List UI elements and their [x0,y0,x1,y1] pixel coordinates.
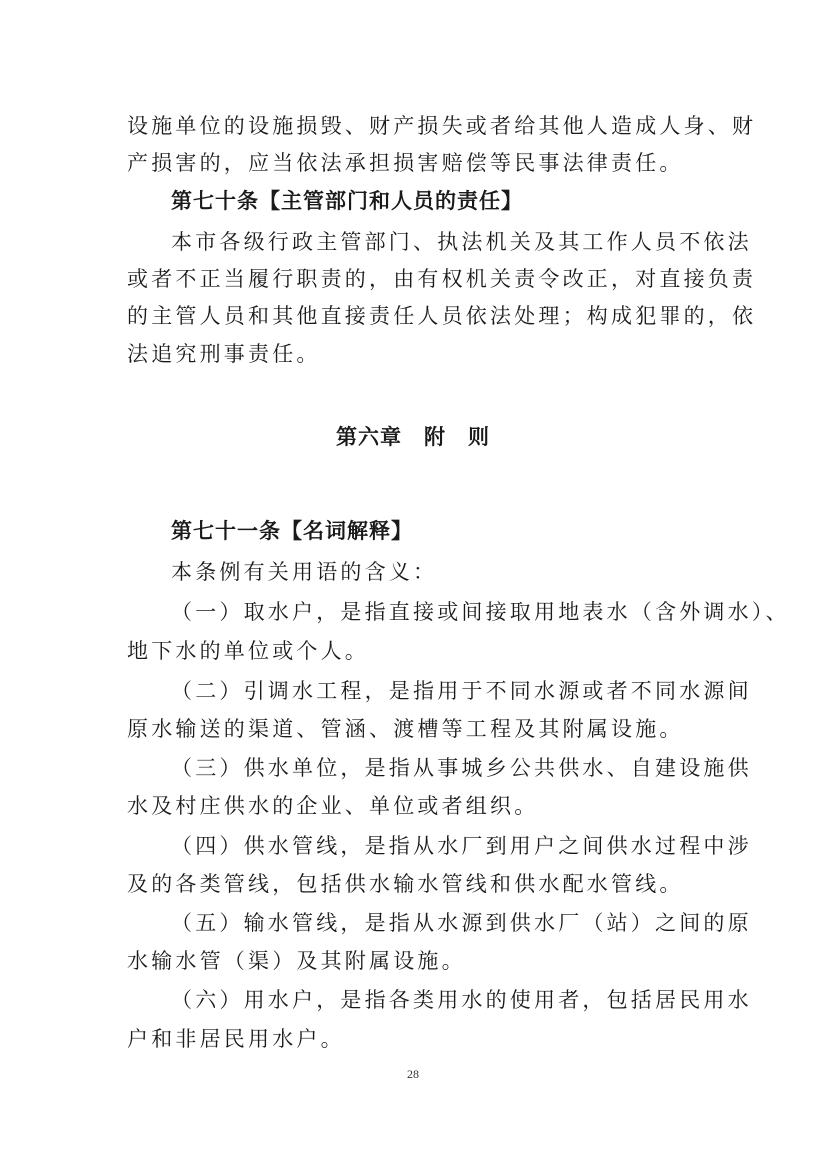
text-line: （一）取水户，是指直接或间接取用地表水（含外调水）、 [171,600,790,624]
text-line: 或者不正当履行职责的，由有权机关责令改正，对直接负责 [127,267,757,291]
text-line: （三）供水单位，是指从事城乡公共供水、自建设施供 [171,756,752,780]
text-line: 的主管人员和其他直接责任人员依法处理；构成犯罪的，依 [127,304,757,328]
article-70-heading: 第七十条【主管部门和人员的责任】 [171,189,523,213]
chapter-heading: 第六章 附 则 [336,425,490,449]
text-line: （五）输水管线，是指从水源到供水厂（站）之间的原 [171,911,752,935]
text-line: 原水输送的渠道、管涵、渡槽等工程及其附属设施。 [127,717,684,741]
text-line: （二）引调水工程，是指用于不同水源或者不同水源间 [171,679,752,703]
text-line: 本条例有关用语的含义： [171,560,438,584]
text-line: 设施单位的设施损毁、财产损失或者给其他人造成人身、财 [127,114,757,138]
text-line: 本市各级行政主管部门、执法机关及其工作人员不依法 [171,230,752,254]
text-line: 水输水管（渠）及其附属设施。 [127,949,466,973]
page-number: 28 [407,1067,419,1081]
text-line: （四）供水管线，是指从水厂到用户之间供水过程中涉 [171,834,752,858]
text-line: 水及村庄供水的企业、单位或者组织。 [127,794,539,818]
text-line: （六）用水户，是指各类用水的使用者，包括居民用水 [171,988,752,1012]
text-line: 地下水的单位或个人。 [127,639,369,663]
article-71-heading: 第七十一条【名词解释】 [171,519,413,543]
text-line: 法追究刑事责任。 [127,342,321,366]
text-line: 户和非居民用水户。 [127,1027,345,1051]
text-line: 产损害的，应当依法承担损害赔偿等民事法律责任。 [127,151,684,175]
text-line: 及的各类管线，包括供水输水管线和供水配水管线。 [127,872,684,896]
